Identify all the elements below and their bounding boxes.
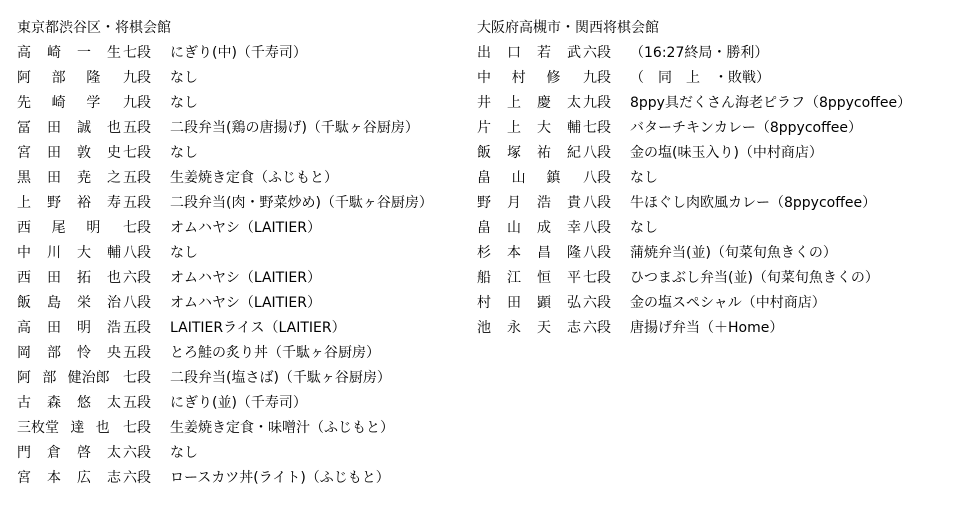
player-name-part: 尭 — [77, 170, 91, 186]
player-name-part: 志 — [107, 470, 121, 486]
player-name-part: 紀 — [567, 145, 581, 161]
player-rank: 七段 — [123, 220, 151, 236]
player-name-part: 阿 — [17, 70, 31, 86]
player-name — [17, 68, 121, 93]
list-item — [17, 243, 472, 268]
player-name-part: 西 — [17, 220, 31, 236]
player-rank: 七段 — [583, 120, 611, 136]
list-item — [17, 168, 472, 193]
player-rank: 八段 — [123, 245, 151, 261]
player-name — [17, 143, 121, 168]
player-name-part: 三枚堂 — [17, 420, 59, 436]
list-item — [17, 293, 472, 318]
list-item — [17, 268, 472, 293]
player-name-part: 上 — [507, 95, 521, 111]
list-item — [477, 143, 947, 168]
player-name-part: 敦 — [77, 145, 91, 161]
player-rank: 五段 — [123, 120, 151, 136]
player-name — [477, 68, 581, 93]
player-name-part: 江 — [507, 270, 521, 286]
player-name — [17, 218, 121, 243]
list-item — [477, 243, 947, 268]
list-item — [17, 93, 472, 118]
lunch-order: 8ppy具だくさん海老ピラフ（8ppycoffee） — [630, 95, 912, 111]
lunch-order: とろ鮭の炙り丼（千駄ヶ谷厨房） — [170, 345, 380, 361]
player-name-part: 啓 — [77, 445, 91, 461]
player-name — [477, 193, 581, 218]
player-name-part: 門 — [17, 445, 31, 461]
player-name-part: 武 — [567, 45, 581, 61]
list-item — [477, 218, 947, 243]
player-name-part: 輔 — [107, 245, 121, 261]
lunch-order: 生姜焼き定食（ふじもと） — [170, 170, 338, 186]
player-rank: 五段 — [123, 170, 151, 186]
player-name-part: 拓 — [77, 270, 91, 286]
player-name-part: 恒 — [537, 270, 551, 286]
player-name — [477, 318, 581, 343]
player-name-part: 昌 — [537, 245, 551, 261]
player-name-part: 田 — [47, 170, 61, 186]
player-name-part: 大 — [537, 120, 551, 136]
player-name-part: 一 — [77, 45, 91, 61]
player-name-part: 崎 — [47, 45, 61, 61]
player-rank: 八段 — [583, 170, 611, 186]
player-name-part: 慶 — [537, 95, 551, 111]
player-name-part: 田 — [47, 120, 61, 136]
player-name-part: 宮 — [17, 145, 31, 161]
player-name-part: 生 — [107, 45, 121, 61]
osaka-venue-title: 大阪府高槻市・関西将棋会館 — [477, 20, 659, 36]
list-item — [477, 43, 947, 68]
player-name — [477, 118, 581, 143]
player-name — [477, 43, 581, 68]
player-name-part: 古 — [17, 395, 31, 411]
player-name — [17, 268, 121, 293]
lunch-order: なし — [630, 220, 658, 236]
player-name-part: 月 — [507, 195, 521, 211]
player-name-part: 浩 — [537, 195, 551, 211]
player-rank: 六段 — [583, 320, 611, 336]
player-name — [17, 93, 121, 118]
player-rank: 九段 — [583, 70, 611, 86]
player-rank: 七段 — [123, 45, 151, 61]
player-name-part: 飯 — [17, 295, 31, 311]
player-name-part: 栄 — [77, 295, 91, 311]
player-rank: 五段 — [123, 320, 151, 336]
player-name-part: 上 — [17, 195, 31, 211]
player-name-part: 達 — [70, 420, 85, 436]
player-name-part: 田 — [507, 295, 521, 311]
list-item — [477, 193, 947, 218]
player-name-part: 誠 — [77, 120, 91, 136]
player-name-part: 村 — [511, 70, 526, 86]
lunch-order: ロースカツ丼(ライト)（ふじもと） — [170, 470, 390, 486]
player-name-part: 成 — [537, 220, 551, 236]
player-name-part: 若 — [537, 45, 551, 61]
lunch-order: 牛ほぐし肉欧風カレー（8ppycoffee） — [630, 195, 877, 211]
list-item — [17, 68, 472, 93]
player-rank: 五段 — [123, 395, 151, 411]
player-name-part: 倉 — [47, 445, 61, 461]
list-item — [17, 318, 472, 343]
player-name-part: 本 — [507, 245, 521, 261]
player-name-part: 広 — [77, 470, 91, 486]
player-name-part: 修 — [546, 70, 561, 86]
player-name-part: 口 — [507, 45, 521, 61]
player-name-part: 明 — [86, 220, 101, 236]
lunch-order: 二段弁当(塩さば)（千駄ヶ谷厨房） — [170, 370, 391, 386]
player-name-part: 大 — [77, 245, 91, 261]
list-item — [17, 343, 472, 368]
lunch-order: なし — [170, 145, 198, 161]
list-item — [17, 118, 472, 143]
player-name-part: 顕 — [537, 295, 551, 311]
player-name-part: 輔 — [567, 120, 581, 136]
list-item — [477, 68, 947, 93]
player-name-part: 学 — [86, 95, 101, 111]
player-name — [17, 343, 121, 368]
player-name — [17, 418, 121, 443]
player-name-part: 黒 — [17, 170, 31, 186]
list-item — [17, 218, 472, 243]
lunch-order: （16:27終局・勝利） — [630, 45, 769, 61]
player-rank: 七段 — [583, 270, 611, 286]
tokyo-rows — [17, 43, 472, 493]
player-name-part: 岡 — [17, 345, 31, 361]
player-name-part: 部 — [47, 345, 61, 361]
player-name-part: 怜 — [77, 345, 91, 361]
lunch-order: バターチキンカレー（8ppycoffee） — [630, 120, 862, 136]
player-rank: 八段 — [123, 295, 151, 311]
player-name — [477, 143, 581, 168]
player-name-part: 飯 — [477, 145, 491, 161]
player-name-part: 也 — [107, 270, 121, 286]
player-name-part: 隆 — [86, 70, 101, 86]
osaka-column — [477, 18, 947, 343]
player-name-part: 野 — [47, 195, 61, 211]
player-name — [17, 168, 121, 193]
player-rank: 五段 — [123, 195, 151, 211]
player-name-part: 田 — [47, 145, 61, 161]
list-item — [17, 393, 472, 418]
lunch-order: なし — [630, 170, 658, 186]
player-name-part: 山 — [511, 170, 526, 186]
player-name-part: 宮 — [17, 470, 31, 486]
player-name — [17, 243, 121, 268]
player-name-part: 明 — [77, 320, 91, 336]
player-name-part: 中 — [477, 70, 491, 86]
player-name — [477, 168, 581, 193]
lunch-order: オムハヤシ（LAITIER） — [170, 295, 321, 311]
player-name-part: 田 — [47, 320, 61, 336]
player-name-part: 船 — [477, 270, 491, 286]
player-rank: 八段 — [583, 245, 611, 261]
player-name-part: 鎮 — [546, 170, 561, 186]
player-name-part: 冨 — [17, 120, 31, 136]
player-name-part: 裕 — [77, 195, 91, 211]
list-item — [17, 443, 472, 468]
player-name-part: 高 — [17, 45, 31, 61]
player-name-part: 先 — [17, 95, 31, 111]
player-name — [17, 293, 121, 318]
player-name-part: 貴 — [567, 195, 581, 211]
lunch-order: 金の塩スペシャル（中村商店） — [630, 295, 826, 311]
list-item — [477, 293, 947, 318]
player-name-part: 央 — [107, 345, 121, 361]
player-name — [477, 268, 581, 293]
player-name-part: 西 — [17, 270, 31, 286]
player-name-part: 塚 — [507, 145, 521, 161]
player-name-part: 寿 — [107, 195, 121, 211]
lunch-order: 生姜焼き定食・味噌汁（ふじもと） — [170, 420, 394, 436]
player-rank: 八段 — [583, 195, 611, 211]
tokyo-column — [17, 18, 472, 493]
player-rank: 九段 — [123, 70, 151, 86]
lunch-order: にぎり(並)（千寿司） — [170, 395, 307, 411]
list-item — [17, 418, 472, 443]
list-item — [17, 43, 472, 68]
list-item — [17, 368, 472, 393]
player-name-part: 上 — [507, 120, 521, 136]
player-name-part: 池 — [477, 320, 491, 336]
player-name-part: 崎 — [51, 95, 66, 111]
lunch-order: LAITIERライス（LAITIER） — [170, 320, 346, 336]
player-name — [477, 218, 581, 243]
player-name-part: 永 — [507, 320, 521, 336]
player-name — [477, 93, 581, 118]
lunch-order: なし — [170, 445, 198, 461]
player-rank: 七段 — [123, 145, 151, 161]
lunch-order: なし — [170, 70, 198, 86]
player-name-part: 本 — [47, 470, 61, 486]
lunch-order: ひつまぶし弁当(並)（旬菜旬魚きくの） — [630, 270, 879, 286]
player-name-part: 畠 — [477, 170, 491, 186]
player-name-part: 也 — [95, 420, 110, 436]
player-rank: 五段 — [123, 345, 151, 361]
player-rank: 八段 — [583, 145, 611, 161]
player-name-part: 片 — [477, 120, 491, 136]
player-name-part: 高 — [17, 320, 31, 336]
osaka-rows — [477, 43, 947, 343]
player-name-part: 史 — [107, 145, 121, 161]
player-rank: 六段 — [123, 445, 151, 461]
player-name-part: 弘 — [567, 295, 581, 311]
player-name — [477, 293, 581, 318]
player-name — [17, 318, 121, 343]
player-rank: 六段 — [123, 470, 151, 486]
player-rank: 九段 — [123, 95, 151, 111]
player-name-part: 村 — [477, 295, 491, 311]
lunch-order: 二段弁当(鶏の唐揚げ)（千駄ヶ谷厨房） — [170, 120, 419, 136]
player-name — [17, 193, 121, 218]
player-name-part: 尾 — [51, 220, 66, 236]
player-name-part: 志 — [567, 320, 581, 336]
player-name-part: 野 — [477, 195, 491, 211]
player-name-part: 井 — [477, 95, 491, 111]
player-name-part: 天 — [537, 320, 551, 336]
player-rank: 六段 — [583, 295, 611, 311]
list-item — [477, 93, 947, 118]
player-name-part: 部 — [42, 370, 57, 386]
lunch-order: 唐揚げ弁当（＋Home） — [630, 320, 784, 336]
lunch-order: 金の塩(味玉入り)（中村商店） — [630, 145, 823, 161]
player-name-part: 平 — [567, 270, 581, 286]
player-name-part: 太 — [107, 445, 121, 461]
player-name — [17, 443, 121, 468]
player-name-part: 幸 — [567, 220, 581, 236]
player-name-part: 悠 — [77, 395, 91, 411]
player-name-part: 太 — [567, 95, 581, 111]
player-name-part: 山 — [507, 220, 521, 236]
lunch-order: なし — [170, 245, 198, 261]
list-item — [17, 468, 472, 493]
list-item — [477, 318, 947, 343]
player-name-part: 田 — [47, 270, 61, 286]
player-name — [477, 243, 581, 268]
player-name-part: 浩 — [107, 320, 121, 336]
player-name — [17, 118, 121, 143]
lunch-order: 二段弁当(肉・野菜炒め)（千駄ヶ谷厨房） — [170, 195, 433, 211]
player-name-part: 出 — [477, 45, 491, 61]
player-name-part: 森 — [47, 395, 61, 411]
player-name-part: 健治郎 — [67, 370, 110, 386]
lunch-order: 蒲焼弁当(並)（旬菜旬魚きくの） — [630, 245, 837, 261]
player-rank: 七段 — [123, 370, 151, 386]
lunch-order: にぎり(中)（千寿司） — [170, 45, 307, 61]
player-name-part: 之 — [107, 170, 121, 186]
list-item — [477, 268, 947, 293]
lunch-order: オムハヤシ（LAITIER） — [170, 270, 321, 286]
player-name-part: 中 — [17, 245, 31, 261]
list-item — [17, 143, 472, 168]
tokyo-venue-title: 東京都渋谷区・将棋会館 — [17, 20, 171, 36]
list-item — [477, 168, 947, 193]
player-name-part: 也 — [107, 120, 121, 136]
player-name — [17, 368, 121, 393]
player-name-part: 部 — [51, 70, 66, 86]
lunch-order: なし — [170, 95, 198, 111]
player-name — [17, 393, 121, 418]
player-rank: 九段 — [583, 95, 611, 111]
player-name-part: 杉 — [477, 245, 491, 261]
lunch-order: （ 同 上 ・敗戦） — [630, 70, 770, 86]
list-item — [17, 193, 472, 218]
player-name-part: 治 — [107, 295, 121, 311]
player-name-part: 隆 — [567, 245, 581, 261]
player-name — [17, 468, 121, 493]
list-item — [477, 118, 947, 143]
player-name-part: 太 — [107, 395, 121, 411]
player-name-part: 畠 — [477, 220, 491, 236]
player-name-part: 阿 — [17, 370, 31, 386]
player-rank: 八段 — [583, 220, 611, 236]
player-rank: 六段 — [123, 270, 151, 286]
player-rank: 六段 — [583, 45, 611, 61]
player-rank: 七段 — [123, 420, 151, 436]
player-name-part: 川 — [47, 245, 61, 261]
player-name — [17, 43, 121, 68]
lunch-order: オムハヤシ（LAITIER） — [170, 220, 321, 236]
player-name-part: 島 — [47, 295, 61, 311]
player-name-part: 祐 — [537, 145, 551, 161]
